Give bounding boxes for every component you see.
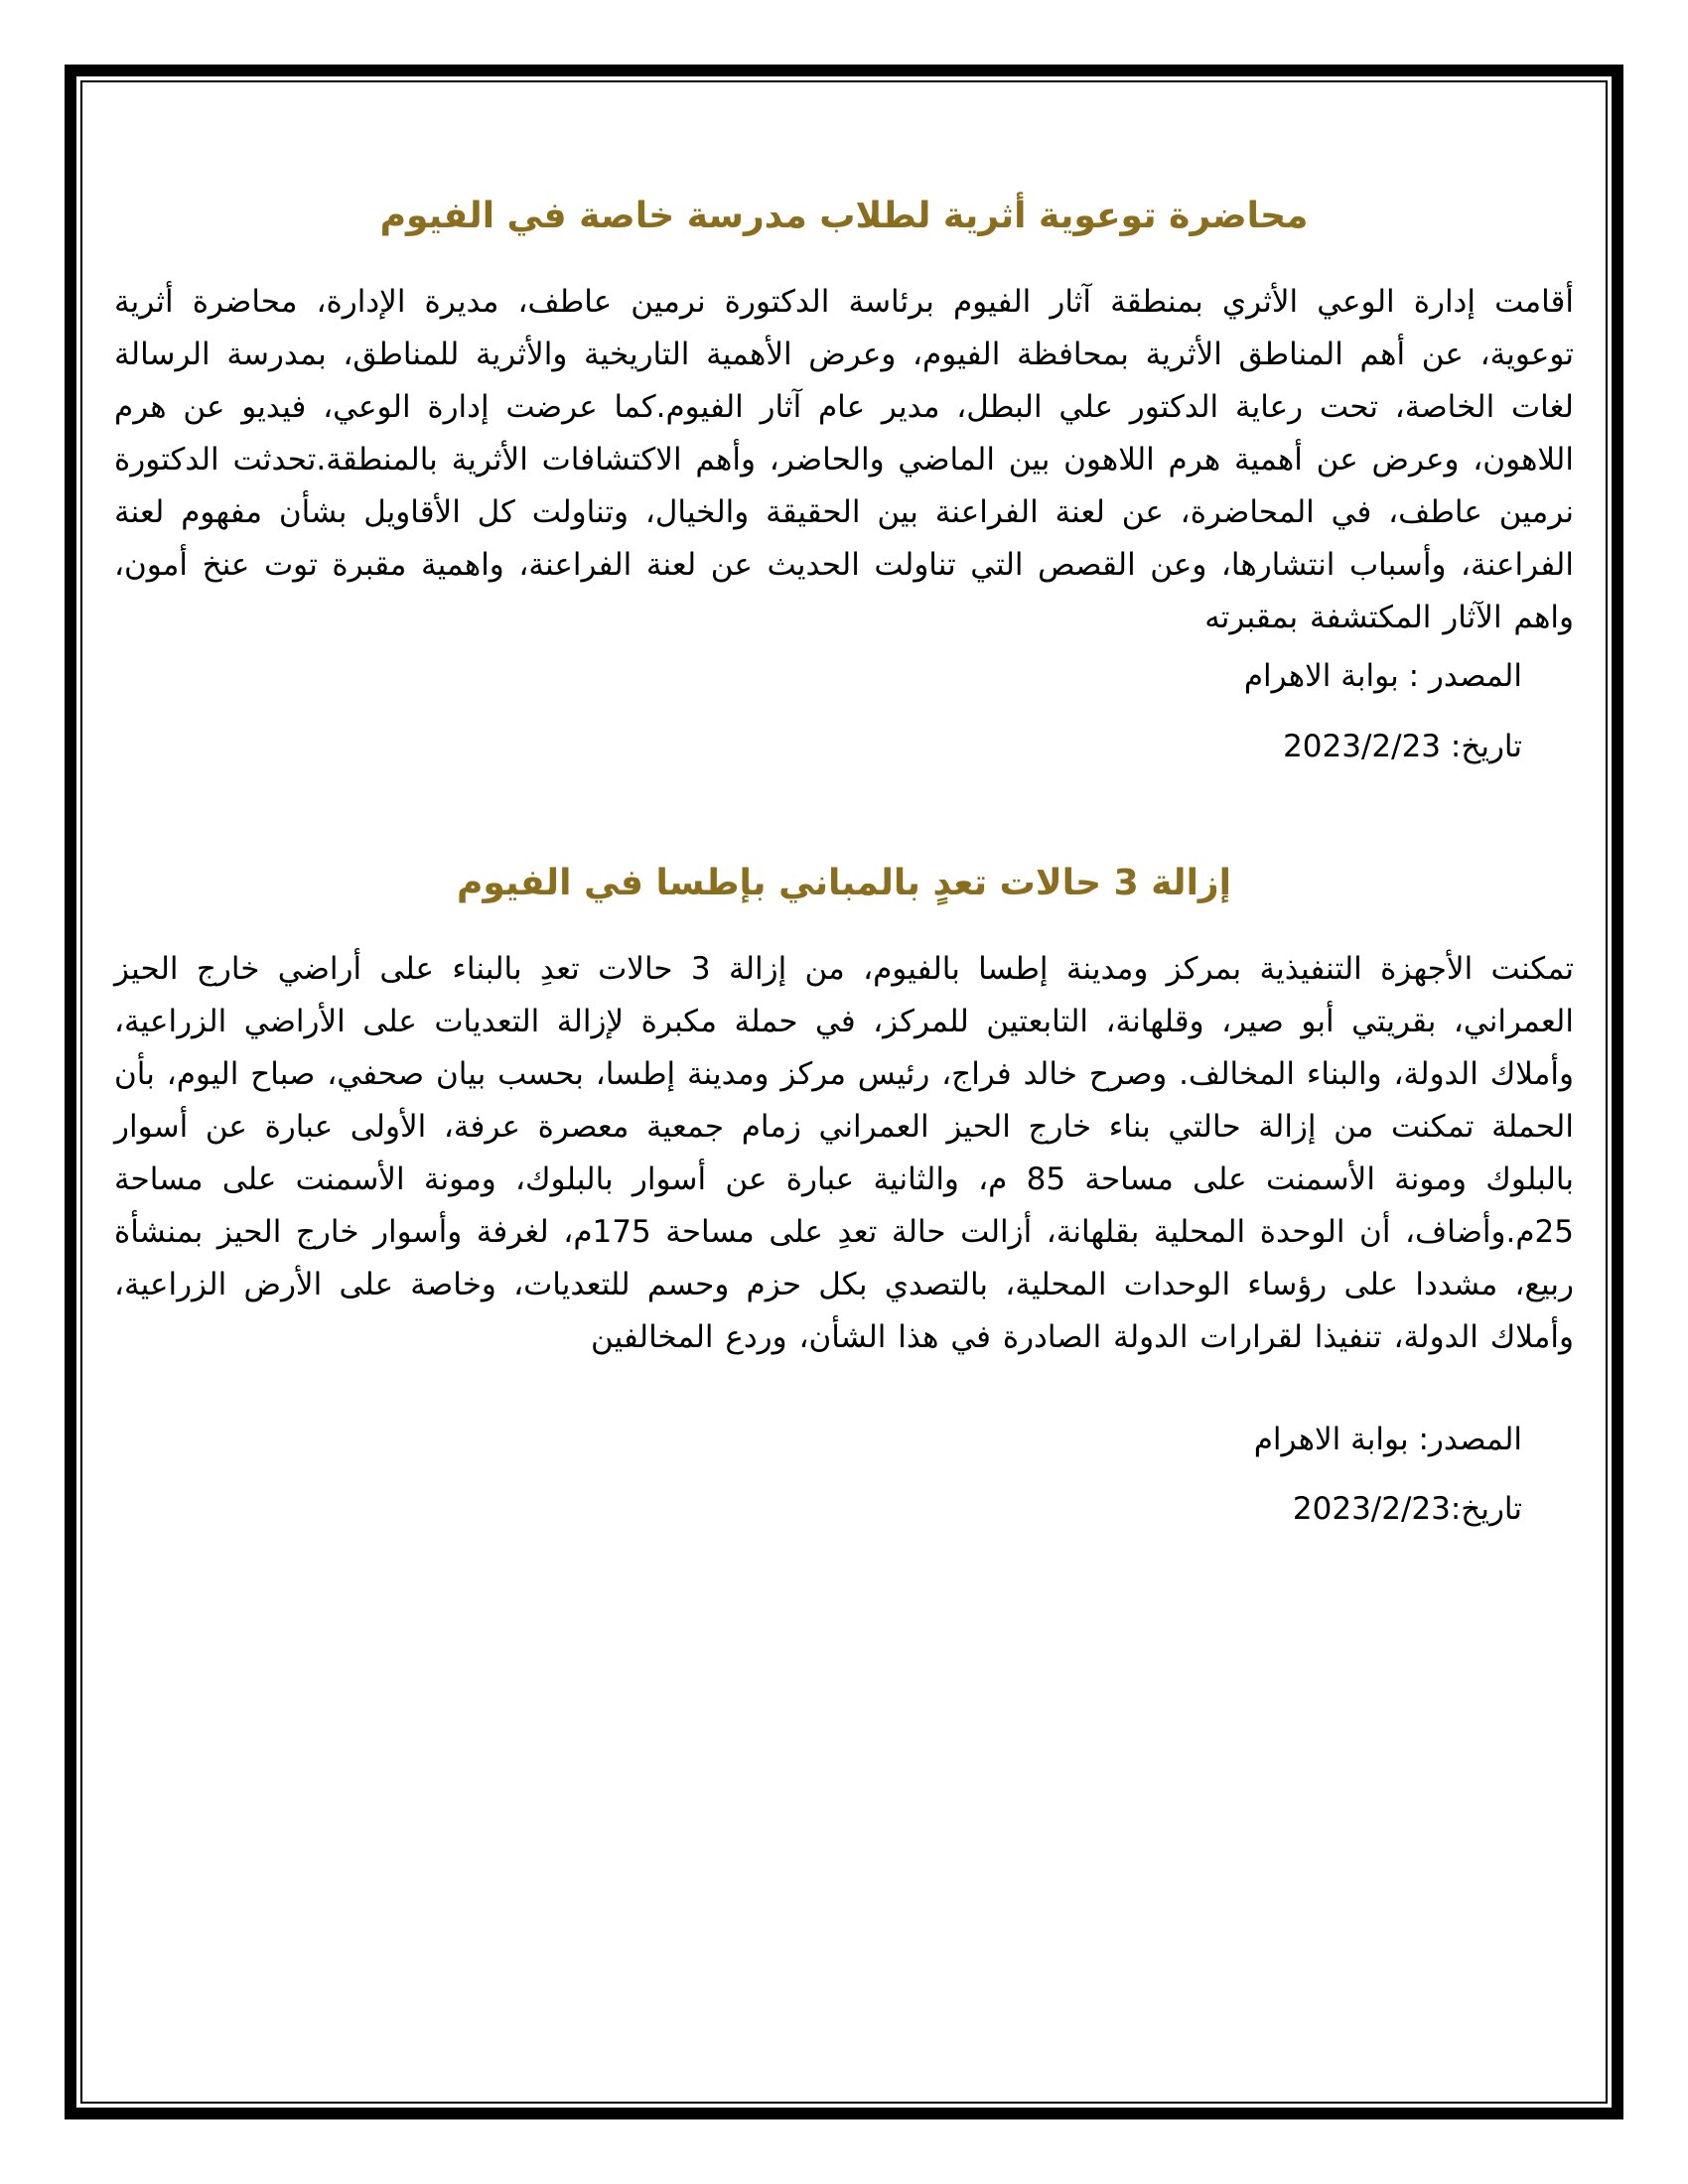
article-1-body: أقامت إدارة الوعي الأثري بمنطقة آثار الفيوم برئاسة الدكتورة نرمين عاطف، مديرة الإدارة، محاضرة أثرية توعوية، عن أهم المناطق الأثرية بمحافظة الفيوم، وعرض الأهمية التاريخية والأثرية للمناطق، بمدرسة الرسالة لغات الخاصة، تحت رعاية الدكتور علي البطل، مدير عام آثار الفيوم.كما عرضت إدارة الوعي، فيديو عن هرم اللاهون، وعرض عن أهمية هرم اللاهون بين الماضي والحاضر، وأهم الاكتشافات الأثرية بالمنطقة.تحدثت الدكتورة نرمين عاطف، في المحاضرة، عن لعنة الفراعنة بين الحقيقة والخيال، وتناولت كل الأقاويل بشأن مفهوم لعنة الفراعنة، وأسباب انتشارها، وعن القصص التي تناولت الحديث عن لعنة الفراعنة، واهمية مقبرة توت عنخ أمون، واهم الآثار المكتشفة بمقبرته: [114, 284, 1574, 635]
article-1-date-line: تاريخ: 2023/2/23: [1283, 729, 1522, 764]
document-content: [114, 0, 1574, 2118]
article-1-title: محاضرة توعوية أثرية لطلاب مدرسة خاصة في الفيوم: [379, 196, 1309, 236]
article-1-source-line: المصدر : بوابة الاهرام: [1243, 658, 1522, 694]
article-2-date-line: تاريخ:2023/2/23: [1292, 1491, 1522, 1527]
article-2-source-line: المصدر: بوابة الاهرام: [1253, 1422, 1522, 1457]
article-2-title: إزالة 3 حالات تعدٍ بالمباني بإطسا في الفيوم: [457, 863, 1231, 903]
article-2-body: تمكنت الأجهزة التنفيذية بمركز ومدينة إطسا بالفيوم، من إزالة 3 حالات تعدِ بالبناء على أراضي خارج الحيز العمراني، بقريتي أبو صير، وقلهانة، التابعتين للمركز، في حملة مكبرة لإزالة التعديات على الأراضي الزراعية، وأملاك الدولة، والبناء المخالف. وصرح خالد فراج، رئيس مركز ومدينة إطسا، بحسب بيان صحفي، صباح اليوم، بأن الحملة تمكنت من إزالة حالتي بناء خارج الحيز العمراني زمام جمعية معصرة عرفة، الأولى عبارة عن أسوار بالبلوك ومونة الأسمنت على مساحة 85 م، والثانية عبارة عن أسوار بالبلوك، ومونة الأسمنت على مساحة 25م.وأضاف، أن الوحدة المحلية بقلهانة، أزالت حالة تعدِ على مساحة 175م، لغرفة وأسوار خارج الحيز بمنشأة ربيع، مشددا على رؤساء الوحدات المحلية، بالتصدي بكل حزم وحسم للتعديات، وخاصة على الأرض الزراعية، وأملاك الدولة، تنفيذا لقرارات الدولة الصادرة في هذا الشأن، وردع المخالفين: [114, 951, 1574, 1355]
